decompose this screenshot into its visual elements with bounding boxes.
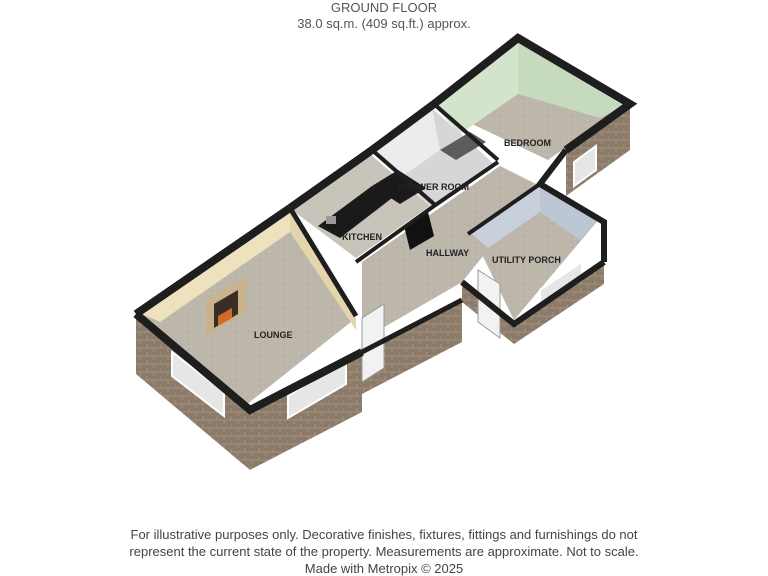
floor-area: 38.0 sq.m. (409 sq.ft.) approx. bbox=[297, 16, 471, 31]
room-label-shower-room: SHOWER ROOM bbox=[398, 182, 469, 192]
room-label-kitchen: KITCHEN bbox=[342, 232, 382, 242]
credit-line: Made with Metropix © 2025 bbox=[304, 561, 464, 576]
disclaimer-footer bbox=[0, 526, 768, 576]
floor-title: GROUND FLOOR bbox=[330, 0, 438, 15]
disclaimer-line-2: represent the current state of the property. Measurements are approximate. Not to scale. bbox=[129, 544, 639, 559]
room-label-bedroom: BEDROOM bbox=[504, 138, 551, 148]
disclaimer-line-1: For illustrative purposes only. Decorative finishes, fixtures, fittings and furnishings do not bbox=[130, 527, 638, 542]
room-label-hallway: HALLWAY bbox=[426, 248, 470, 258]
room-label-lounge: LOUNGE bbox=[254, 330, 293, 340]
room-label-utility-porch: UTILITY PORCH bbox=[492, 255, 561, 265]
